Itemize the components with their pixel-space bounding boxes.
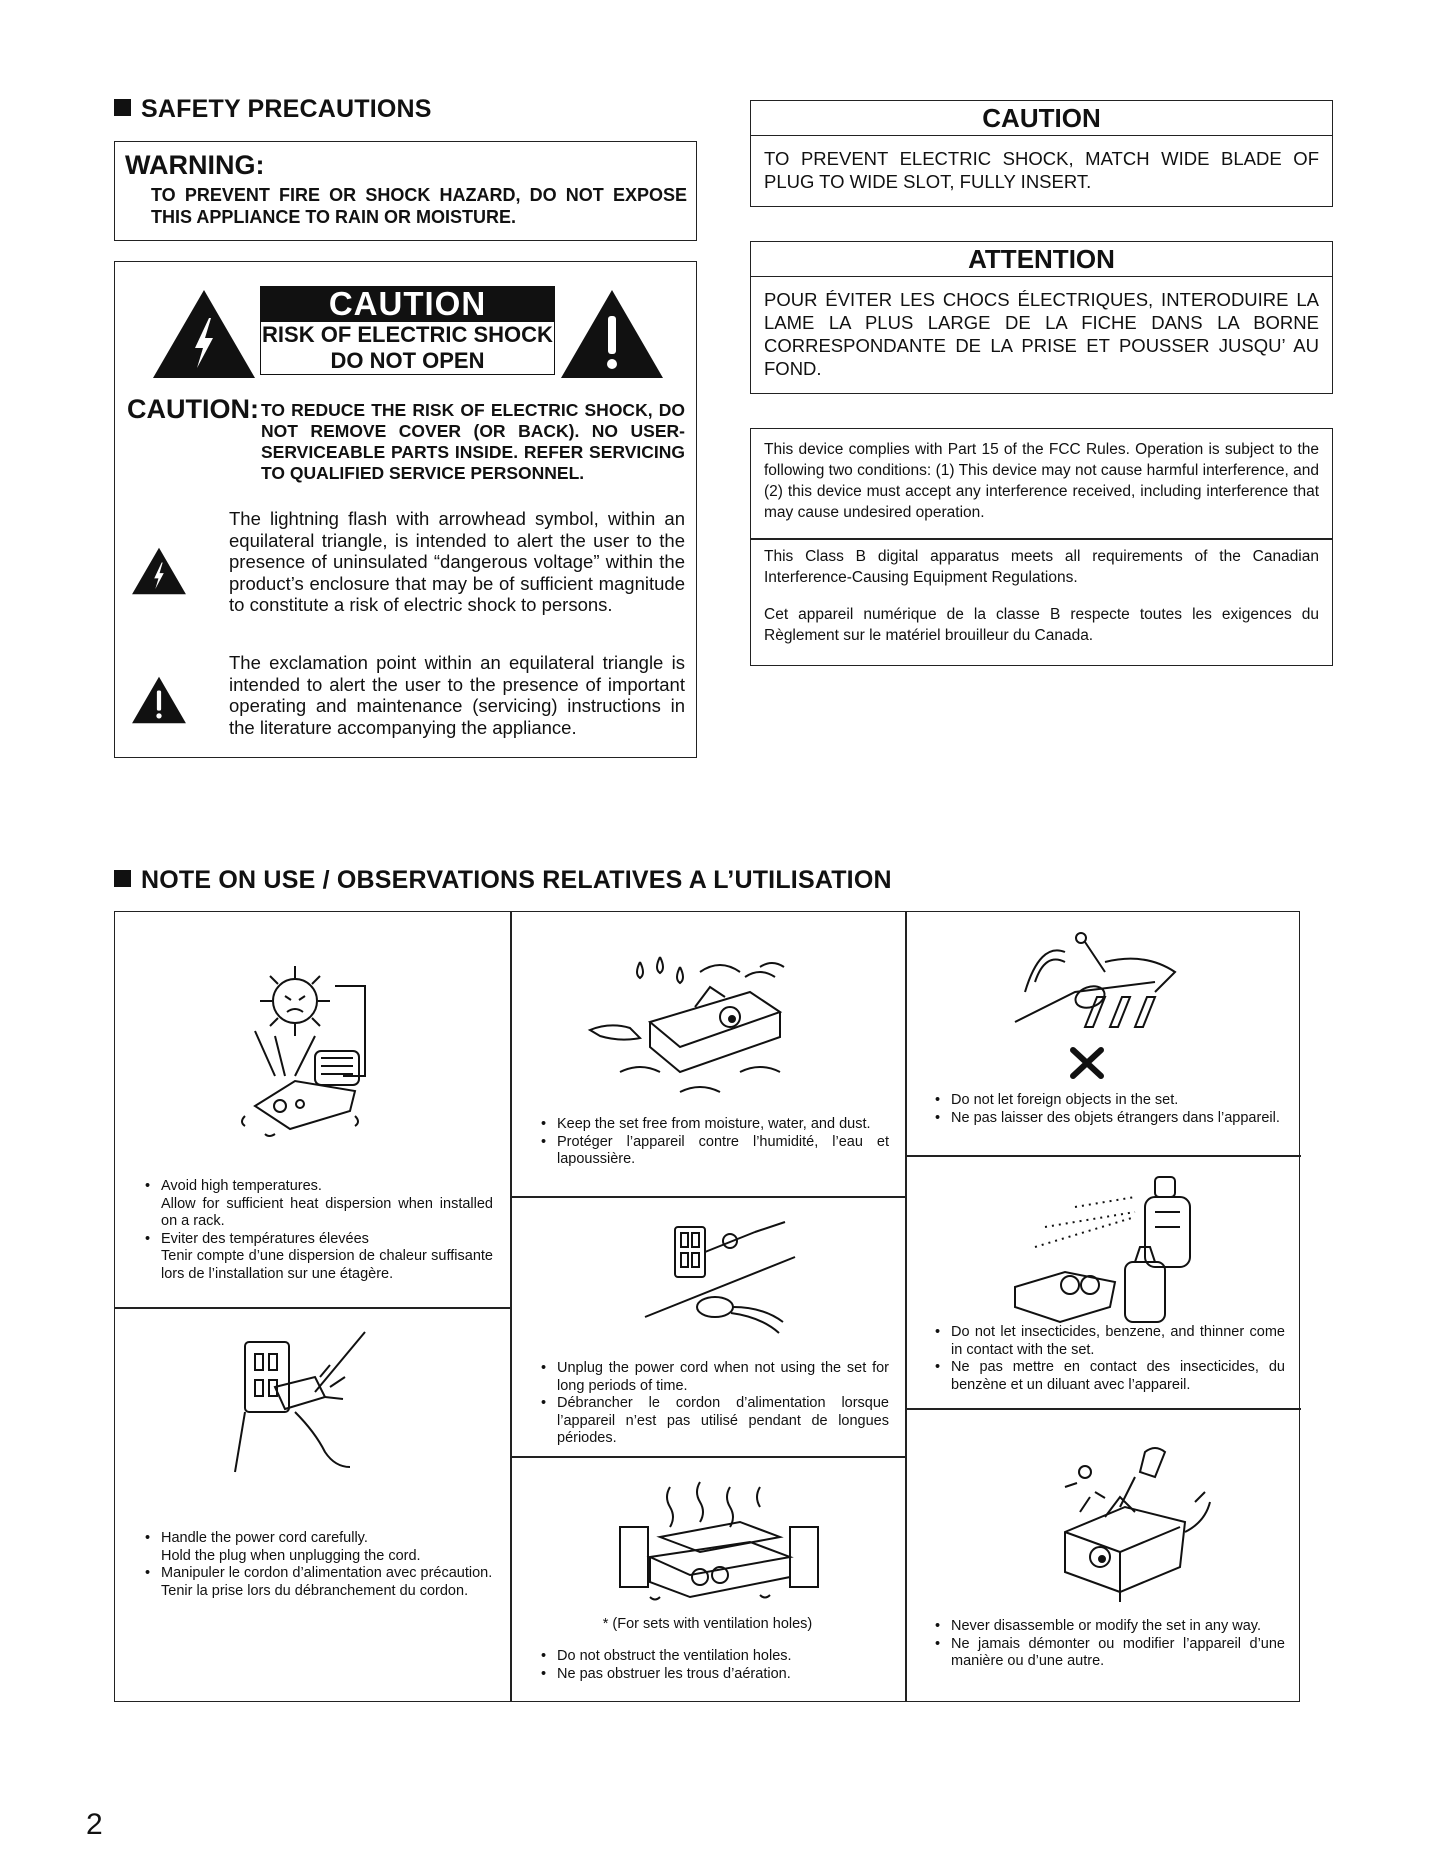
unplug-text (539, 1360, 889, 1448)
disassemble-item-en: • Never disassemble or modify the set in any way. (933, 1618, 1285, 1636)
moisture-text (539, 1116, 889, 1169)
foreign-item-en: • Do not let foreign objects in the set. (933, 1092, 1285, 1110)
exclamation-triangle-icon (559, 288, 665, 380)
disassemble-illustration (1045, 1442, 1215, 1612)
caution-lead: CAUTION: (127, 394, 259, 424)
cord-item-en: • Handle the power cord carefully. Hold the plug when unplugging the cord. (143, 1530, 493, 1565)
lightning-explanation: The lightning flash with arrowhead symbol, within an equilateral triangle, is intended to alert the user to the presence of uninsulated “dangerous voltage” within the product’s enclosure that may be of sufficient magnitude to constitute a risk of electric shock to persons. (229, 508, 685, 615)
square-bullet-icon (114, 99, 131, 116)
moisture-item-fr: • Protéger l’appareil contre l’humidité, l’eau et lapoussière. (539, 1134, 889, 1169)
note-section-title: NOTE ON USE / OBSERVATIONS RELATIVES A L’UTILISATION (114, 866, 892, 895)
grid-divider (510, 1456, 905, 1458)
warning-title: WARNING: (125, 150, 265, 180)
fcc-divider (751, 538, 1332, 540)
unplug-item-en: • Unplug the power cord when not using the set for long periods of time. (539, 1360, 889, 1395)
lightning-triangle-icon (151, 288, 257, 380)
caution-plug-title: CAUTION (751, 101, 1332, 136)
grid-divider (510, 1196, 905, 1198)
ventilation-note: * (For sets with ventilation holes) (602, 1616, 813, 1632)
page-number: 2 (86, 1808, 103, 1841)
unplug-item-fr: • Débrancher le cordon d’alimentation lorsque l’appareil n’est pas utilisé pendant de longues périodes. (539, 1395, 889, 1448)
foreign-text (933, 1092, 1285, 1127)
warning-box (114, 141, 697, 241)
grid-divider (115, 1307, 510, 1309)
exclamation-triangle-small-icon (131, 675, 187, 725)
canada-text-en: This Class B digital apparatus meets all requirements of the Canadian Interference-Causing Equipment Regulations. (764, 548, 1319, 586)
heat-item-en: • Avoid high temperatures. Allow for sufficient heat dispersion when installed on a rack. (143, 1178, 493, 1231)
foreign-objects-illustration (1015, 932, 1195, 1092)
caution-plug-text: TO PREVENT ELECTRIC SHOCK, MATCH WIDE BLADE OF PLUG TO WIDE SLOT, FULLY INSERT. (764, 148, 1319, 192)
attention-box (750, 241, 1333, 394)
insecticide-item-fr: • Ne pas mettre en contact des insecticides, du benzène et un diluant avec l’appareil. (933, 1359, 1285, 1394)
grid-divider (905, 1408, 1301, 1410)
canada-text-fr: Cet appareil numérique de la classe B respecte toutes les exigences du Règlement sur le matériel brouilleur du Canada. (764, 606, 1319, 644)
square-bullet-icon (114, 870, 131, 887)
exclamation-explanation: The exclamation point within an equilateral triangle is intended to alert the user to the presence of important operating and maintenance (servicing) instructions in the literature accompanying the appliance. (229, 652, 685, 738)
insecticide-text (933, 1324, 1285, 1394)
cord-item-fr: • Manipuler le cordon d’alimentation avec précaution. Tenir la prise lors du débranchement du cordon. (143, 1565, 493, 1600)
caution-label-title: CAUTION (260, 286, 555, 322)
attention-text: POUR ÉVITER LES CHOCS ÉLECTRIQUES, INTERODUIRE LA LAME LA PLUS LARGE DE LA FICHE DANS LA BORNE CORRESPONDANTE DE LA PRISE ET POUSSER JUSQU’ AU FOND. (764, 289, 1319, 379)
fcc-text: This device complies with Part 15 of the FCC Rules. Operation is subject to the following two conditions: (1) This device may not cause harmful interference, and (2) this device must accept any interference received, including interference that may cause undesired operation. (764, 441, 1319, 521)
moisture-item-en: • Keep the set free from moisture, water, and dust. (539, 1116, 889, 1134)
grid-divider (905, 1155, 1301, 1157)
heat-text (143, 1178, 493, 1283)
grid-divider (905, 912, 907, 1701)
safety-section-title: SAFETY PRECAUTIONS (114, 95, 432, 124)
caution-label-body: RISK OF ELECTRIC SHOCK DO NOT OPEN (260, 322, 555, 375)
ventilation-item-en: • Do not obstruct the ventilation holes. (539, 1648, 889, 1666)
ventilation-illustration (620, 1477, 820, 1607)
fcc-box (750, 428, 1333, 666)
caution-label (260, 286, 555, 375)
insecticide-illustration (1015, 1167, 1215, 1337)
caution-symbol-box (114, 261, 697, 758)
moisture-illustration (580, 952, 840, 1102)
heat-item-fr: • Eviter des températures élevées Tenir compte d’une dispersion de chaleur suffisante lors de l’installation sur une étagère. (143, 1231, 493, 1284)
heat-illustration (225, 956, 415, 1146)
caution-body: TO REDUCE THE RISK OF ELECTRIC SHOCK, DO NOT REMOVE COVER (OR BACK). NO USER-SERVICEABLE PARTS INSIDE. REFER SERVICING TO QUALIFIED SERVICE PERSONNEL. (261, 400, 685, 483)
power-cord-illustration (235, 1332, 395, 1482)
ventilation-text (539, 1648, 889, 1683)
disassemble-item-fr: • Ne jamais démonter ou modifier l’appareil d’une manière ou d’une autre. (933, 1636, 1285, 1671)
insecticide-item-en: • Do not let insecticides, benzene, and thinner come in contact with the set. (933, 1324, 1285, 1359)
lightning-triangle-small-icon (131, 546, 187, 596)
unplug-illustration (645, 1217, 805, 1337)
note-grid (114, 911, 1300, 1702)
grid-divider (510, 912, 512, 1701)
foreign-item-fr: • Ne pas laisser des objets étrangers dans l’appareil. (933, 1110, 1285, 1128)
caution-plug-box (750, 100, 1333, 207)
disassemble-text (933, 1618, 1285, 1671)
cord-text (143, 1530, 493, 1600)
warning-body: TO PREVENT FIRE OR SHOCK HAZARD, DO NOT EXPOSE THIS APPLIANCE TO RAIN OR MOISTURE. (151, 185, 687, 227)
attention-title: ATTENTION (751, 242, 1332, 277)
ventilation-item-fr: • Ne pas obstruer les trous d’aération. (539, 1666, 889, 1684)
